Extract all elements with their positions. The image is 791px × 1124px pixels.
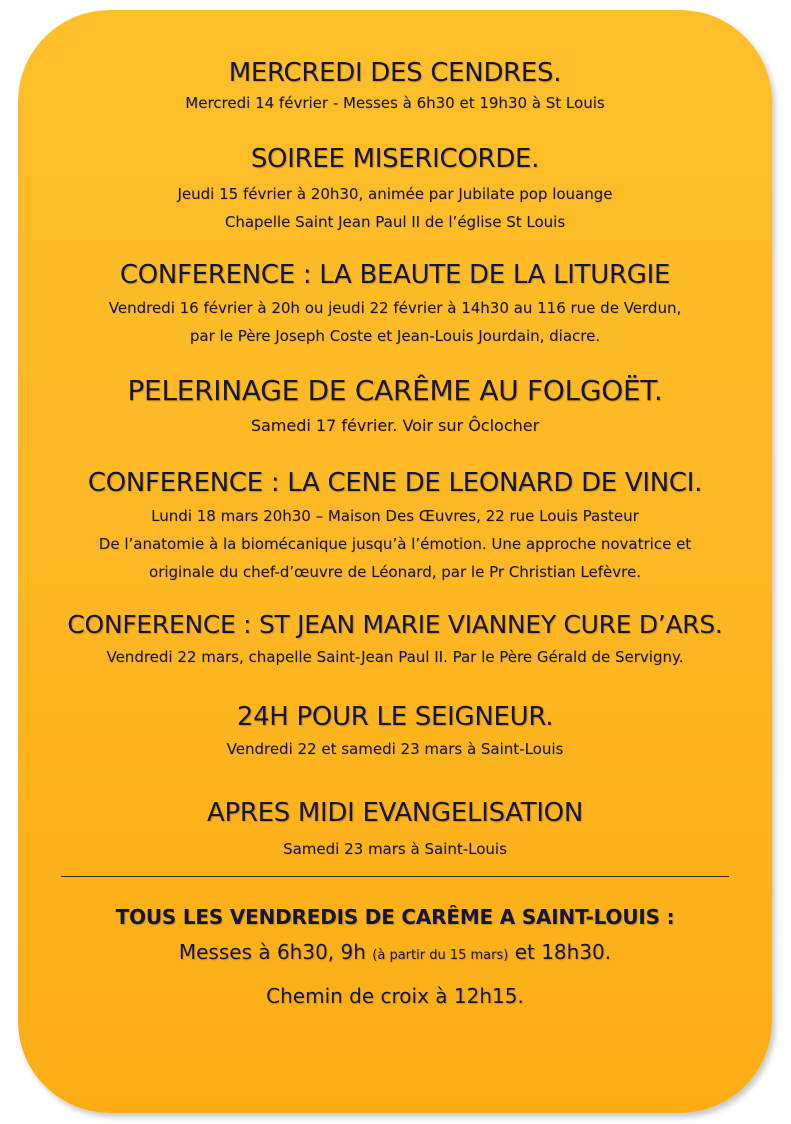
event-evangelisation-afternoon bbox=[18, 796, 772, 862]
fridays-way-of-cross: Chemin de croix à 12h15. bbox=[266, 984, 524, 1008]
fridays-masses-prefix: Messes à 6h30, 9h bbox=[178, 940, 366, 964]
event-title: CONFERENCE : LA CENE DE LEONARD DE VINCI. bbox=[87, 468, 703, 498]
event-title: CONFERENCE : ST JEAN MARIE VIANNEY CURE D’ARS. bbox=[67, 610, 723, 639]
event-detail: Vendredi 22 et samedi 23 mars à Saint-Louis bbox=[226, 740, 564, 758]
section-divider bbox=[61, 876, 729, 877]
lent-program-card bbox=[18, 10, 772, 1113]
event-vianney-conference bbox=[18, 608, 772, 670]
event-title: SOIREE MISERICORDE. bbox=[250, 144, 540, 174]
fridays-masses-note: (à partir du 15 mars) bbox=[372, 948, 509, 963]
fridays-heading: TOUS LES VENDREDIS DE CARÊME A SAINT-LOUIS : bbox=[115, 905, 675, 929]
event-detail: Mercredi 14 février - Messes à 6h30 et 19h30 à St Louis bbox=[185, 94, 605, 112]
event-title: PELERINAGE DE CARÊME AU FOLGOËT. bbox=[127, 374, 663, 407]
event-detail: originale du chef-d’œuvre de Léonard, par le Pr Christian Lefèvre. bbox=[149, 563, 641, 581]
event-liturgy-conference bbox=[18, 258, 772, 350]
event-detail: De l’anatomie à la biomécanique jusqu’à l’émotion. Une approche novatrice et bbox=[98, 535, 692, 553]
event-detail: par le Père Joseph Coste et Jean-Louis Jourdain, diacre. bbox=[189, 327, 601, 345]
event-ash-wednesday bbox=[18, 56, 772, 116]
fridays-masses-suffix: et 18h30. bbox=[514, 940, 612, 964]
fridays-masses bbox=[18, 935, 772, 973]
event-24h-for-the-lord bbox=[18, 700, 772, 762]
event-title: CONFERENCE : LA BEAUTE DE LA LITURGIE bbox=[119, 260, 671, 290]
event-title: 24H POUR LE SEIGNEUR. bbox=[236, 702, 554, 732]
event-detail: Chapelle Saint Jean Paul II de l’église St Louis bbox=[224, 213, 566, 231]
event-title: MERCREDI DES CENDRES. bbox=[228, 58, 562, 88]
event-detail: Lundi 18 mars 20h30 – Maison Des Œuvres, 22 rue Louis Pasteur bbox=[151, 507, 639, 525]
event-detail: Samedi 23 mars à Saint-Louis bbox=[283, 840, 507, 858]
event-mercy-evening bbox=[18, 142, 772, 236]
event-folgoet-pilgrimage bbox=[18, 374, 772, 440]
event-detail: Jeudi 15 février à 20h30, animée par Jubilate pop louange bbox=[177, 185, 613, 203]
event-detail: Vendredi 22 mars, chapelle Saint-Jean Paul II. Par le Père Gérald de Servigny. bbox=[106, 648, 684, 666]
event-detail: Vendredi 16 février à 20h ou jeudi 22 février à 14h30 au 116 rue de Verdun, bbox=[108, 299, 682, 317]
fridays-section bbox=[18, 901, 772, 1013]
event-last-supper-conference bbox=[18, 466, 772, 586]
event-title: APRES MIDI EVANGELISATION bbox=[206, 798, 583, 828]
event-detail: Samedi 17 février. Voir sur Ôclocher bbox=[250, 416, 540, 435]
